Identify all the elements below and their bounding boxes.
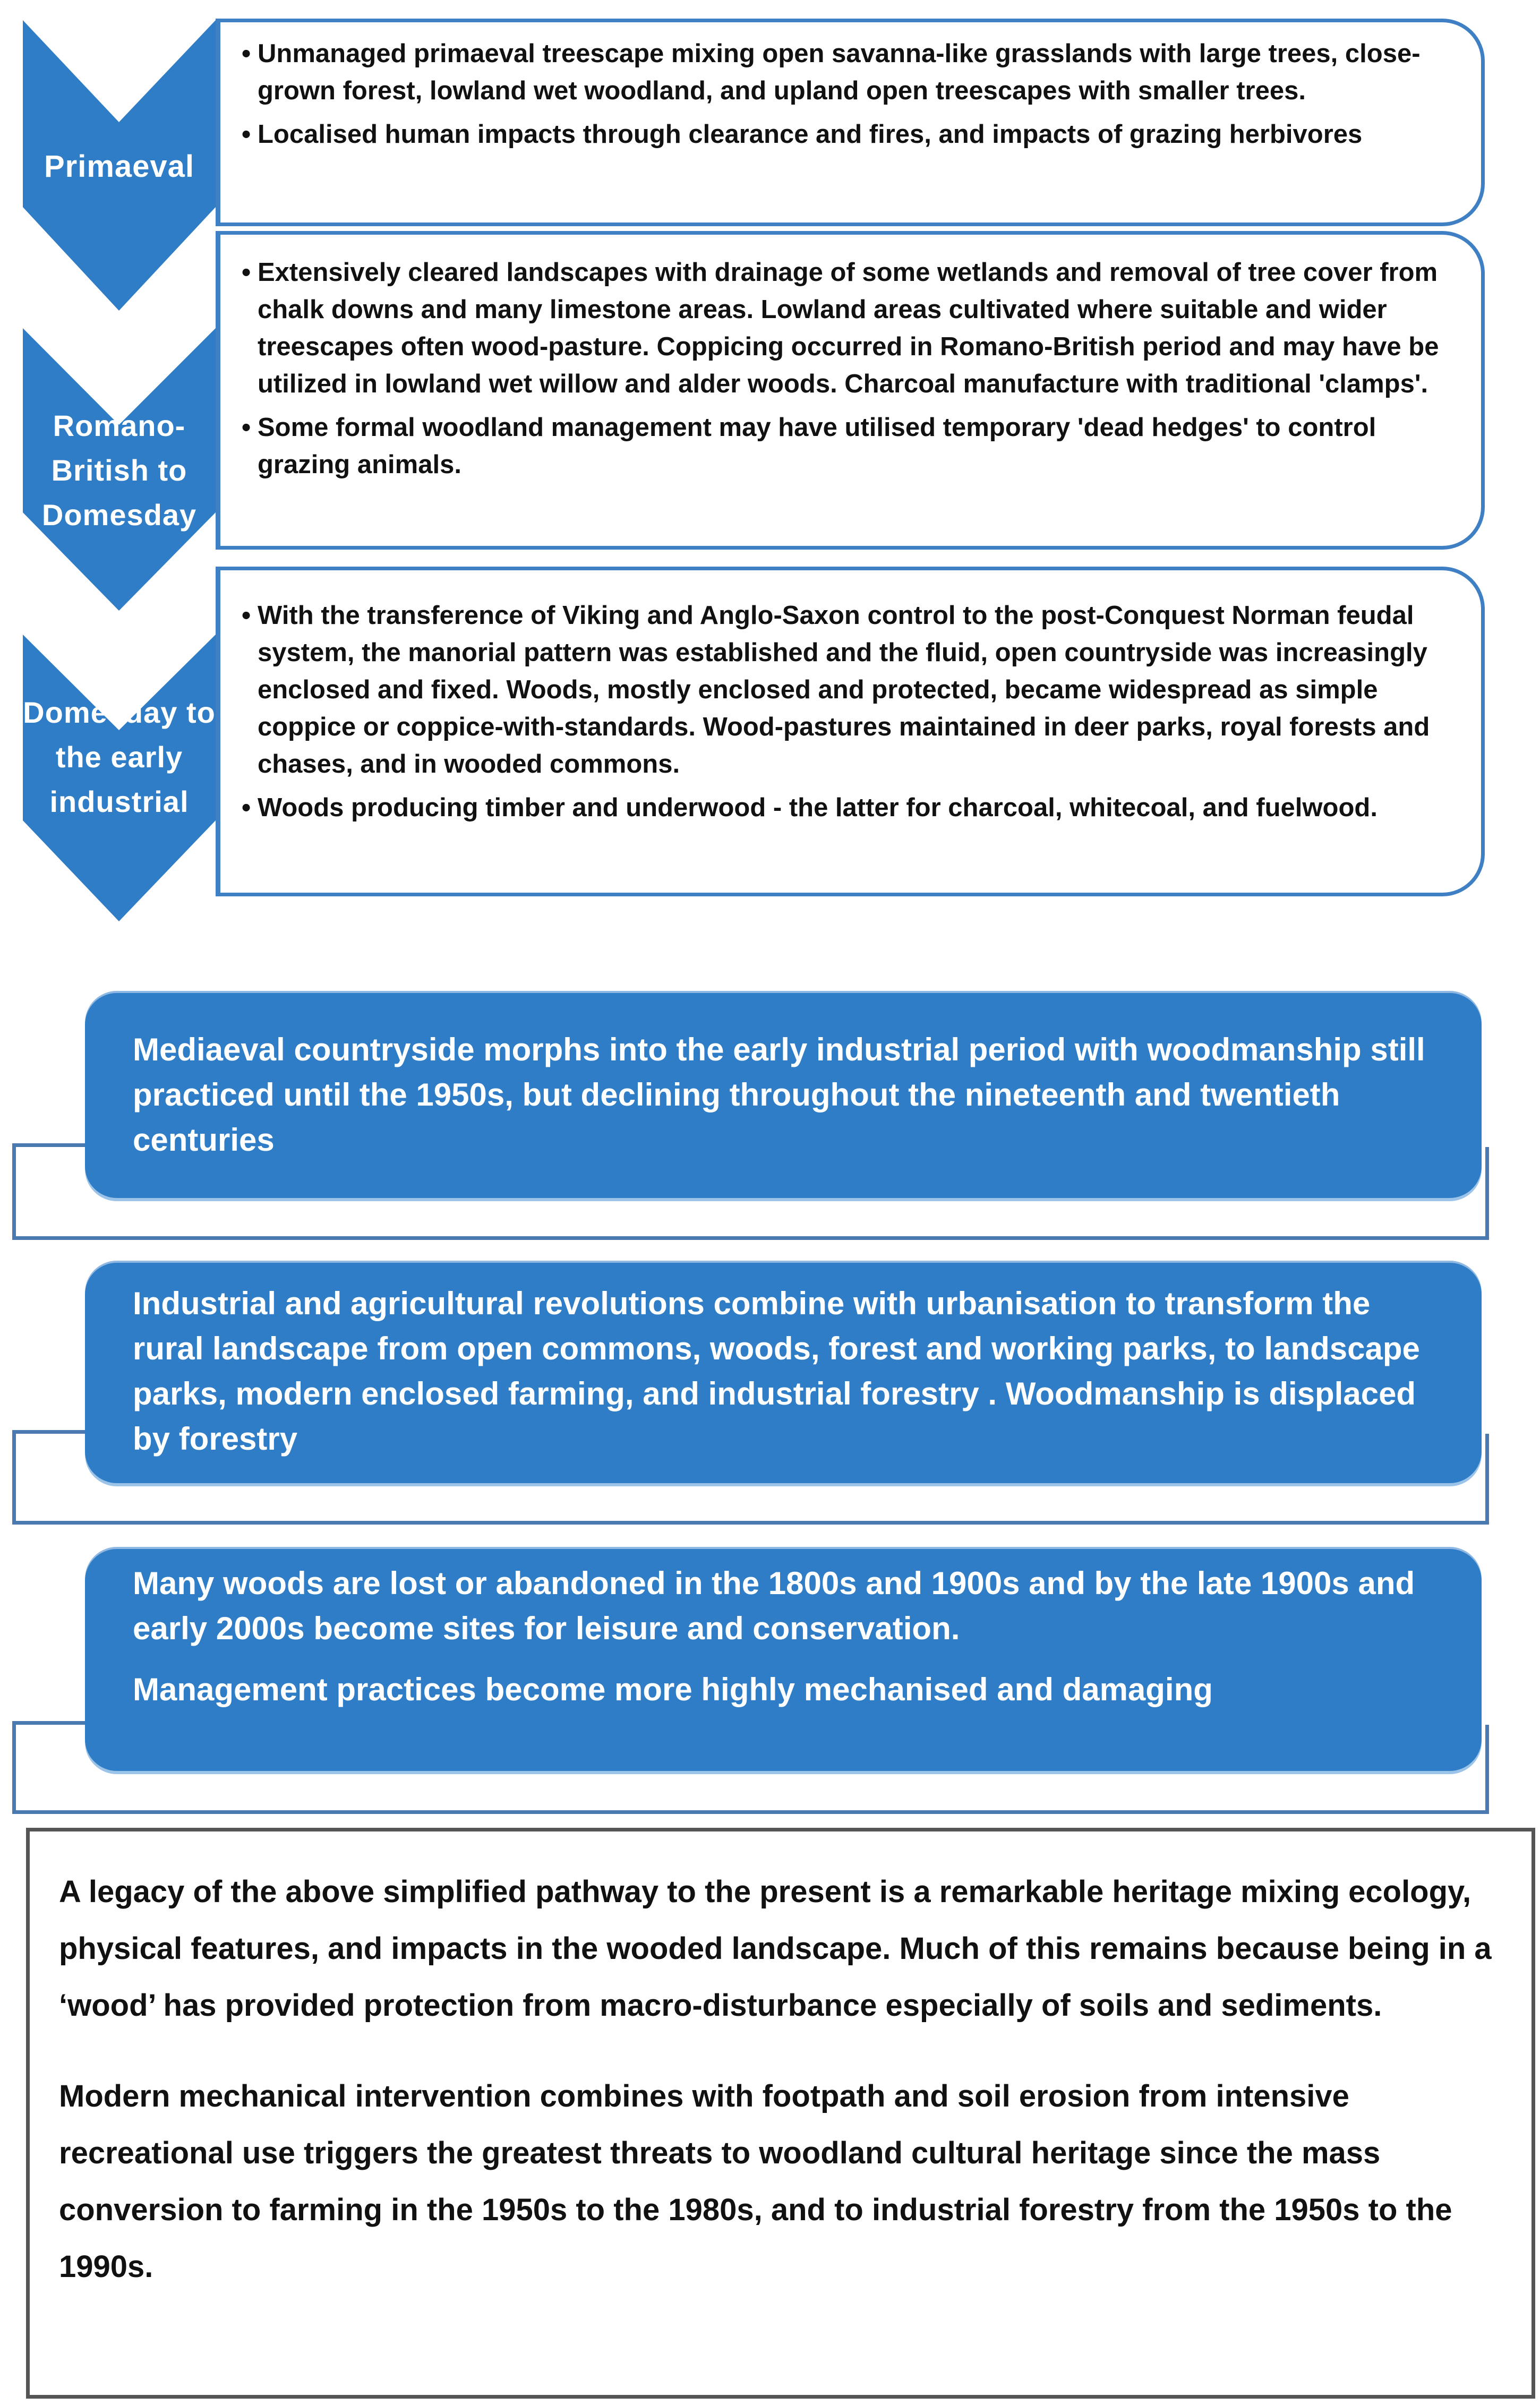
- bullet: • Woods producing timber and underwood - the latter for charcoal, whitecoal, and fuelwood.: [242, 789, 1460, 826]
- stage-box-mediaeval: [85, 993, 1482, 1198]
- stage-text: Management practices become more highly mechanised and damaging: [133, 1672, 1213, 1707]
- period-label-primaeval: Primaeval: [44, 149, 195, 184]
- period-box-domesday: [216, 567, 1485, 896]
- period-box-romano-british: [216, 231, 1485, 550]
- stage-box-revolutions: [85, 1263, 1482, 1483]
- bullet: • With the transference of Viking and Anglo-Saxon control to the post-Conquest Norman feudal system, the manorial pattern was established and the fluid, open countryside was increasingly enclosed and fixed. Woods, mostly enclosed and protected, became widespread as simple coppice or coppice-with-standards. Wood-pastures maintained in deer parks, royal forests and chases, and in wooded commons.: [242, 597, 1460, 783]
- stage-text: Mediaeval countryside morphs into the early industrial period with woodmanship still practiced until the 1950s, but declining throughout the nineteenth and twentieth centuries: [133, 1032, 1425, 1158]
- bullet: • Localised human impacts through clearance and fires, and impacts of grazing herbivores: [242, 116, 1460, 153]
- stage-box-leisure: [85, 1549, 1482, 1771]
- bullet: • Unmanaged primaeval treescape mixing open savanna-like grasslands with large trees, close-grown forest, lowland wet woodland, and upland open treescapes with smaller trees.: [242, 35, 1460, 109]
- bullet: • Some formal woodland management may have utilised temporary 'dead hedges' to control grazing animals.: [242, 409, 1460, 483]
- summary-paragraph: A legacy of the above simplified pathway to the present is a remarkable heritage mixing ecology, physical features, and impacts in the wooded landscape. Much of this remains because being in a ‘wood’ has provided protection from macro-disturbance especially of soils and sediments.: [59, 1875, 1492, 2023]
- stage-text: Many woods are lost or abandoned in the 1800s and 1900s and by the late 1900s and early 2000s become sites for leisure and conservation.: [133, 1565, 1415, 1646]
- summary-box: [26, 1828, 1535, 2399]
- period-label-domesday: Domesday to the early industrial: [23, 696, 216, 818]
- period-box-primaeval: [216, 19, 1485, 226]
- period-label-romano-british: Romano-British to Domesday: [41, 409, 197, 532]
- bullet: • Extensively cleared landscapes with drainage of some wetlands and removal of tree cover from chalk downs and many limestone areas. Lowland areas cultivated where suitable and wider treescapes often wood-pasture. Coppicing occurred in Romano-British period and may have be utilized in lowland wet willow and alder woods. Charcoal manufacture with traditional 'clamps'.: [242, 254, 1460, 403]
- stage-text: Industrial and agricultural revolutions combine with urbanisation to transform the rural landscape from open commons, woods, forest and working parks, to landscape parks, modern enclosed farming, and industrial forestry . Woodmanship is displaced by forestry: [133, 1286, 1420, 1457]
- summary-paragraph: Modern mechanical intervention combines with footpath and soil erosion from intensive recreational use triggers the greatest threats to woodland cultural heritage since the mass conversion to farming in the 1950s to the 1980s, and to industrial forestry from the 1950s to the 1990s.: [59, 2079, 1452, 2284]
